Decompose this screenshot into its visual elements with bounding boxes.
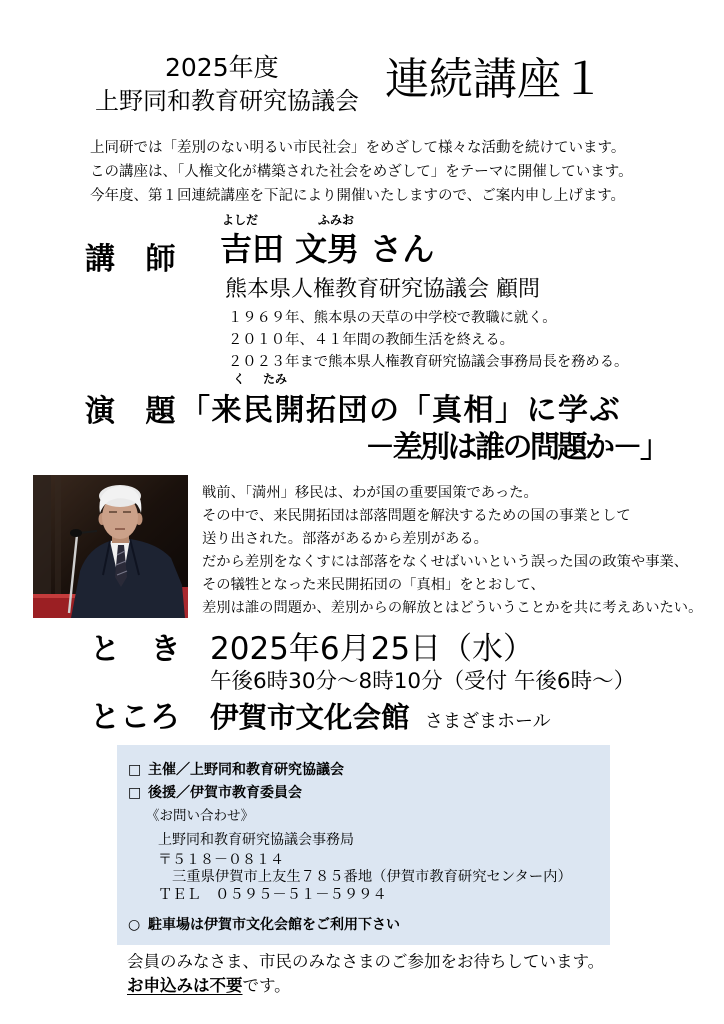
schedule-label: と き: [90, 632, 191, 667]
venue-hall: さまざまホール: [425, 711, 551, 732]
topic-label: 演 題: [85, 394, 186, 429]
summary-line: だから差別をなくすには部落をなくせばいいという誤った国の政策や事業、: [202, 554, 689, 570]
ruby-tami: たみ: [263, 372, 288, 386]
event-date: 2025年6月25日（水）: [210, 631, 535, 667]
no-application-suffix: です。: [242, 976, 291, 995]
fiscal-year: 2025年度: [165, 53, 279, 82]
summary-line: 戦前、「満州」移民は、わが国の重要国策であった。: [202, 485, 538, 501]
event-time: 午後6時30分～8時10分（受付 午後6時～）: [210, 669, 636, 694]
parking-note: 駐車場は伊賀市文化会館をご利用下さい: [148, 917, 400, 933]
lecturer-label: 講 師: [85, 242, 186, 277]
lecturer-photo: [33, 475, 188, 618]
organizer: 主催／上野同和教育研究協議会: [148, 762, 344, 778]
square-bullet: □: [128, 785, 142, 801]
summary-line: 送り出された。部落があるから差別がある。: [202, 531, 488, 547]
career-line: １９６９年、熊本県の天草の中学校で教職に就く。: [228, 310, 557, 326]
ruby-given-name: ふみお: [318, 213, 355, 227]
summary-line: 差別は誰の問題か、差別からの解放とはどういうことかを共に考えあいたい。: [202, 600, 703, 616]
venue-label: ところ: [90, 700, 180, 735]
lecturer-position: 熊本県人権教育研究協議会 顧問: [225, 277, 540, 302]
supporter: 後援／伊賀市教育委員会: [148, 785, 302, 801]
circle-bullet: ○: [128, 917, 141, 933]
topic-title-line1: 「来民開拓団の「真相」に学ぶ: [180, 393, 621, 428]
summary-line: その中で、来民開拓団は部落問題を解決するための国の事業として: [202, 508, 631, 524]
topic-title-line2: －差別は誰の問題か－」: [365, 430, 668, 465]
postal-code: 〒５１８－０８１４: [158, 852, 284, 868]
series-title: 連続講座１: [385, 54, 605, 105]
contact-office: 上野同和教育研究協議会事務局: [158, 832, 354, 848]
contact-heading: 《お問い合わせ》: [146, 808, 254, 824]
summary-line: その犠牲となった来民開拓団の「真相」をとおして、: [202, 577, 545, 593]
no-application-emphasis: お申込みは不要: [127, 976, 243, 995]
career-line: ２０１０年、４１年間の教師生活を終える。: [228, 332, 514, 348]
square-bullet: □: [128, 762, 142, 778]
intro-line: 今年度、第１回連続講座を下記により開催いたしますので、ご案内申し上げます。: [90, 188, 626, 204]
organization-name: 上野同和教育研究協議会: [95, 87, 359, 115]
ruby-family-name: よしだ: [222, 213, 259, 227]
intro-line: この講座は、「人権文化が構築された社会をめざして」をテーマに開催しています。: [90, 164, 633, 180]
intro-line: 上同研では「差別のない明るい市民社会」をめざして様々な活動を続けています。: [90, 140, 626, 156]
career-line: ２０２３年まで熊本県人権教育研究協議会事務局長を務める。: [228, 354, 629, 370]
contact-address: 三重県伊賀市上友生７８５番地（伊賀市教育研究センター内）: [172, 869, 572, 885]
venue-name: 伊賀市文化会館: [210, 701, 410, 734]
invitation-text: 会員のみなさま、市民のみなさまのご参加をお待ちしています。: [127, 952, 605, 971]
ruby-ku: く: [233, 372, 246, 386]
lecturer-name: 吉田 文男 さん: [220, 230, 435, 268]
no-application-note: [127, 978, 291, 995]
contact-tel: ＴＥＬ ０５９５－５１－５９９４: [158, 887, 387, 903]
